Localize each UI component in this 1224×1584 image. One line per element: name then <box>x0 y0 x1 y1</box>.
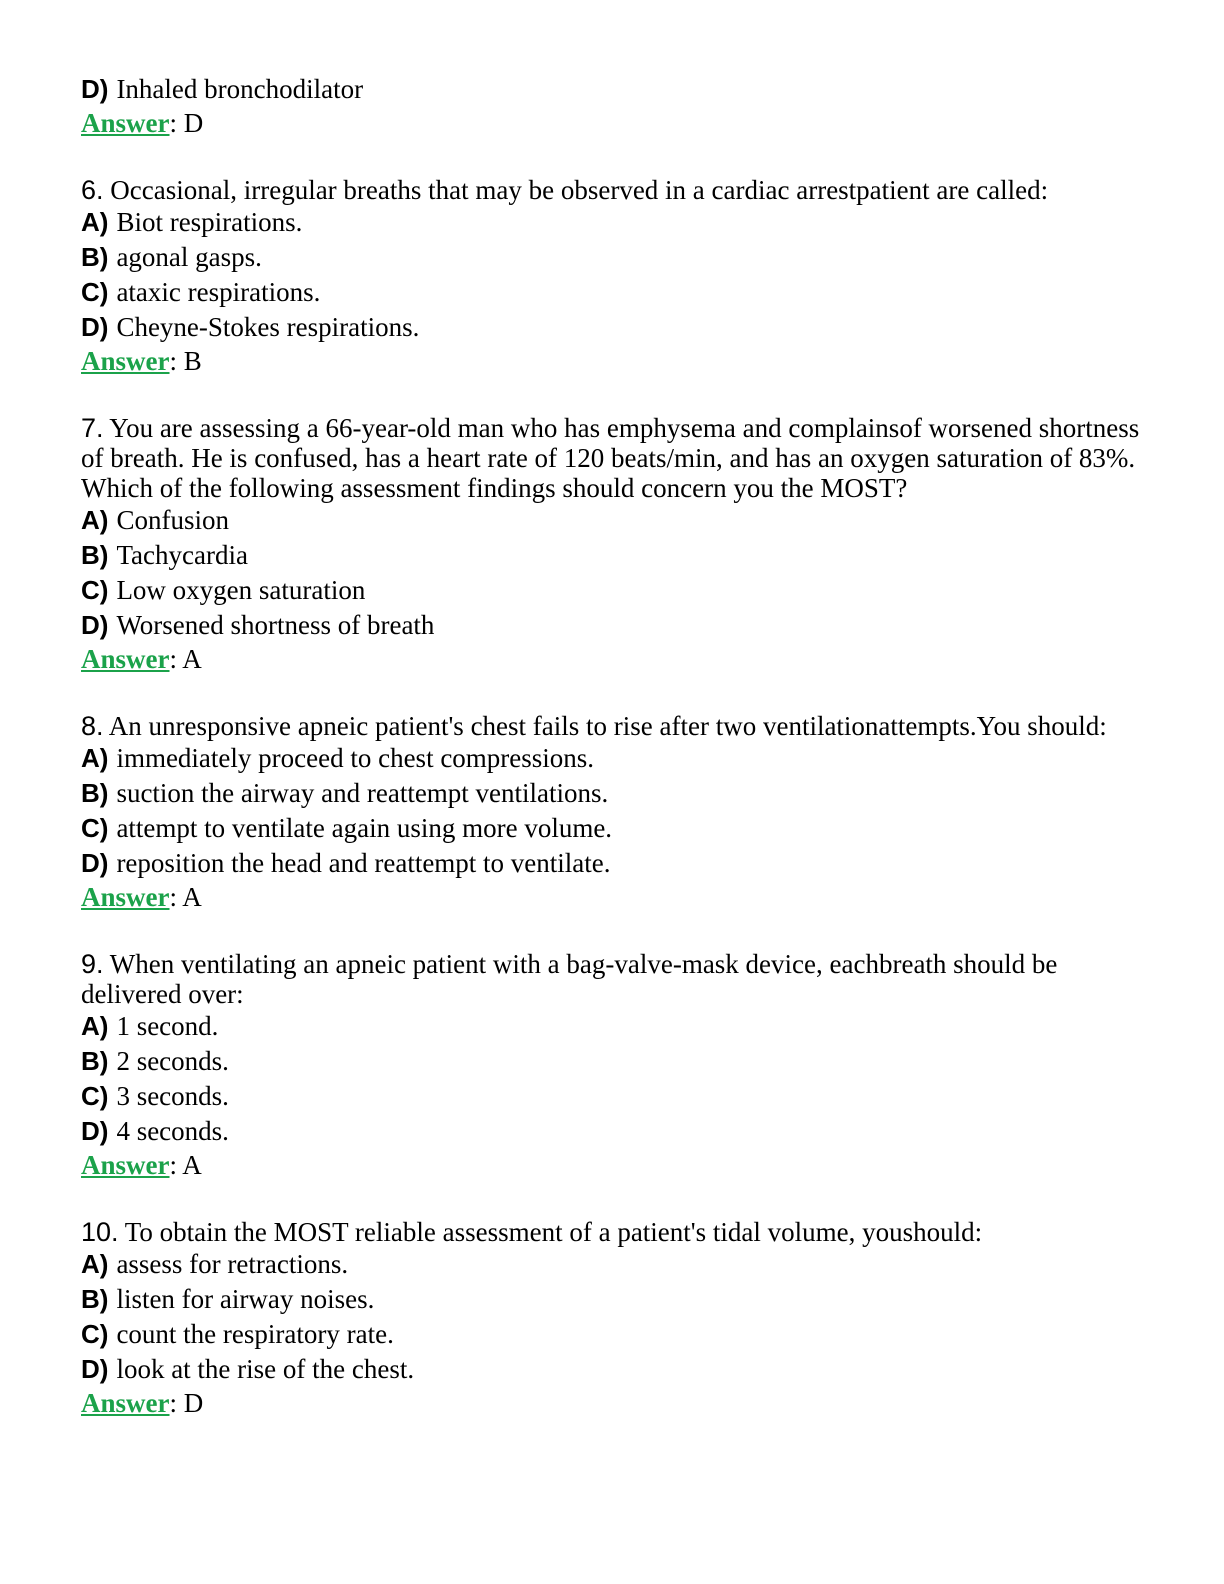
option-text: immediately proceed to chest compressions. <box>116 743 595 773</box>
document-page <box>81 72 1141 1455</box>
option-letter: B) <box>81 1284 109 1314</box>
option-text: 2 seconds. <box>116 1046 229 1076</box>
question-stem: An unresponsive apneic patient's chest fails to rise after two ventilationattempts.You should: <box>103 711 1107 741</box>
option-row <box>81 776 1141 811</box>
option-letter: D) <box>81 312 109 342</box>
option-row <box>81 811 1141 846</box>
option-text: reposition the head and reattempt to ventilate. <box>116 848 611 878</box>
option-letter: B) <box>81 242 109 272</box>
question-text <box>81 413 1141 503</box>
option-row <box>81 1352 1141 1387</box>
option-letter: C) <box>81 277 109 307</box>
option-letter: C) <box>81 1319 109 1349</box>
option-text: Worsened shortness of breath <box>116 610 435 640</box>
question-10 <box>81 1217 1141 1419</box>
answer-row <box>81 643 1141 675</box>
answer-label: Answer <box>81 1388 170 1418</box>
answer-label: Answer <box>81 108 170 138</box>
option-letter: D) <box>81 74 109 104</box>
option-text: look at the rise of the chest. <box>116 1354 415 1384</box>
option-row <box>81 310 1141 345</box>
option-letter: D) <box>81 1354 109 1384</box>
question-7 <box>81 413 1141 675</box>
question-text <box>81 1217 1141 1247</box>
question-text <box>81 175 1141 205</box>
option-text: count the respiratory rate. <box>116 1319 394 1349</box>
question-number: 6. <box>81 175 104 205</box>
answer-row <box>81 107 1141 139</box>
option-letter: A) <box>81 1011 109 1041</box>
answer-label: Answer <box>81 882 170 912</box>
question-5-tail <box>81 72 1141 139</box>
question-number: 10. <box>81 1217 119 1247</box>
option-letter: C) <box>81 575 109 605</box>
option-row <box>81 1009 1141 1044</box>
option-letter: A) <box>81 743 109 773</box>
option-row <box>81 1044 1141 1079</box>
option-letter: A) <box>81 1249 109 1279</box>
option-letter: C) <box>81 1081 109 1111</box>
answer-row <box>81 345 1141 377</box>
option-row <box>81 72 1141 107</box>
answer-row <box>81 1149 1141 1181</box>
option-letter: D) <box>81 848 109 878</box>
option-text: Tachycardia <box>116 540 248 570</box>
option-row <box>81 608 1141 643</box>
option-letter: B) <box>81 540 109 570</box>
answer-value: : A <box>169 882 202 912</box>
question-9 <box>81 949 1141 1181</box>
option-text: attempt to ventilate again using more volume. <box>116 813 613 843</box>
option-text: 1 second. <box>116 1011 219 1041</box>
answer-value: : B <box>169 346 202 376</box>
option-row <box>81 538 1141 573</box>
option-text: suction the airway and reattempt ventilations. <box>116 778 609 808</box>
option-row <box>81 275 1141 310</box>
answer-value: : A <box>169 644 202 674</box>
option-text: Cheyne-Stokes respirations. <box>116 312 420 342</box>
option-row <box>81 240 1141 275</box>
answer-value: : D <box>169 1388 204 1418</box>
answer-label: Answer <box>81 346 170 376</box>
option-row <box>81 573 1141 608</box>
option-row <box>81 205 1141 240</box>
option-letter: C) <box>81 813 109 843</box>
question-text <box>81 711 1141 741</box>
question-stem: When ventilating an apneic patient with a bag-valve-mask device, eachbreath should be delivered over: <box>81 949 1058 1009</box>
option-letter: B) <box>81 1046 109 1076</box>
question-stem: You are assessing a 66-year-old man who has emphysema and complainsof worsened shortness of breath. He is confused, has a heart rate of 120 beats/min, and has an oxygen saturation of 83%. Which of the following assessment findings should concern you the MOST? <box>81 413 1140 503</box>
option-row <box>81 503 1141 538</box>
option-text: assess for retractions. <box>116 1249 349 1279</box>
option-letter: A) <box>81 207 109 237</box>
answer-value: : A <box>169 1150 202 1180</box>
option-text: Biot respirations. <box>116 207 303 237</box>
option-row <box>81 1114 1141 1149</box>
question-number: 8. <box>81 711 104 741</box>
option-text: 3 seconds. <box>116 1081 229 1111</box>
answer-value: : D <box>169 108 204 138</box>
option-row <box>81 1282 1141 1317</box>
option-text: agonal gasps. <box>116 242 262 272</box>
option-row <box>81 1317 1141 1352</box>
answer-row <box>81 881 1141 913</box>
option-letter: A) <box>81 505 109 535</box>
option-text: 4 seconds. <box>116 1116 229 1146</box>
option-row <box>81 741 1141 776</box>
question-stem: Occasional, irregular breaths that may be observed in a cardiac arrestpatient are called: <box>103 175 1049 205</box>
question-8 <box>81 711 1141 913</box>
answer-label: Answer <box>81 1150 170 1180</box>
question-stem: To obtain the MOST reliable assessment of a patient's tidal volume, youshould: <box>118 1217 983 1247</box>
answer-row <box>81 1387 1141 1419</box>
option-text: ataxic respirations. <box>116 277 321 307</box>
question-number: 9. <box>81 949 104 979</box>
option-text: listen for airway noises. <box>116 1284 375 1314</box>
option-text: Low oxygen saturation <box>116 575 366 605</box>
option-row <box>81 1247 1141 1282</box>
question-text <box>81 949 1141 1009</box>
question-6 <box>81 175 1141 377</box>
option-row <box>81 1079 1141 1114</box>
answer-label: Answer <box>81 644 170 674</box>
question-number: 7. <box>81 413 104 443</box>
option-row <box>81 846 1141 881</box>
option-letter: D) <box>81 1116 109 1146</box>
option-text: Confusion <box>116 505 229 535</box>
option-letter: B) <box>81 778 109 808</box>
option-letter: D) <box>81 610 109 640</box>
option-text: Inhaled bronchodilator <box>116 74 364 104</box>
